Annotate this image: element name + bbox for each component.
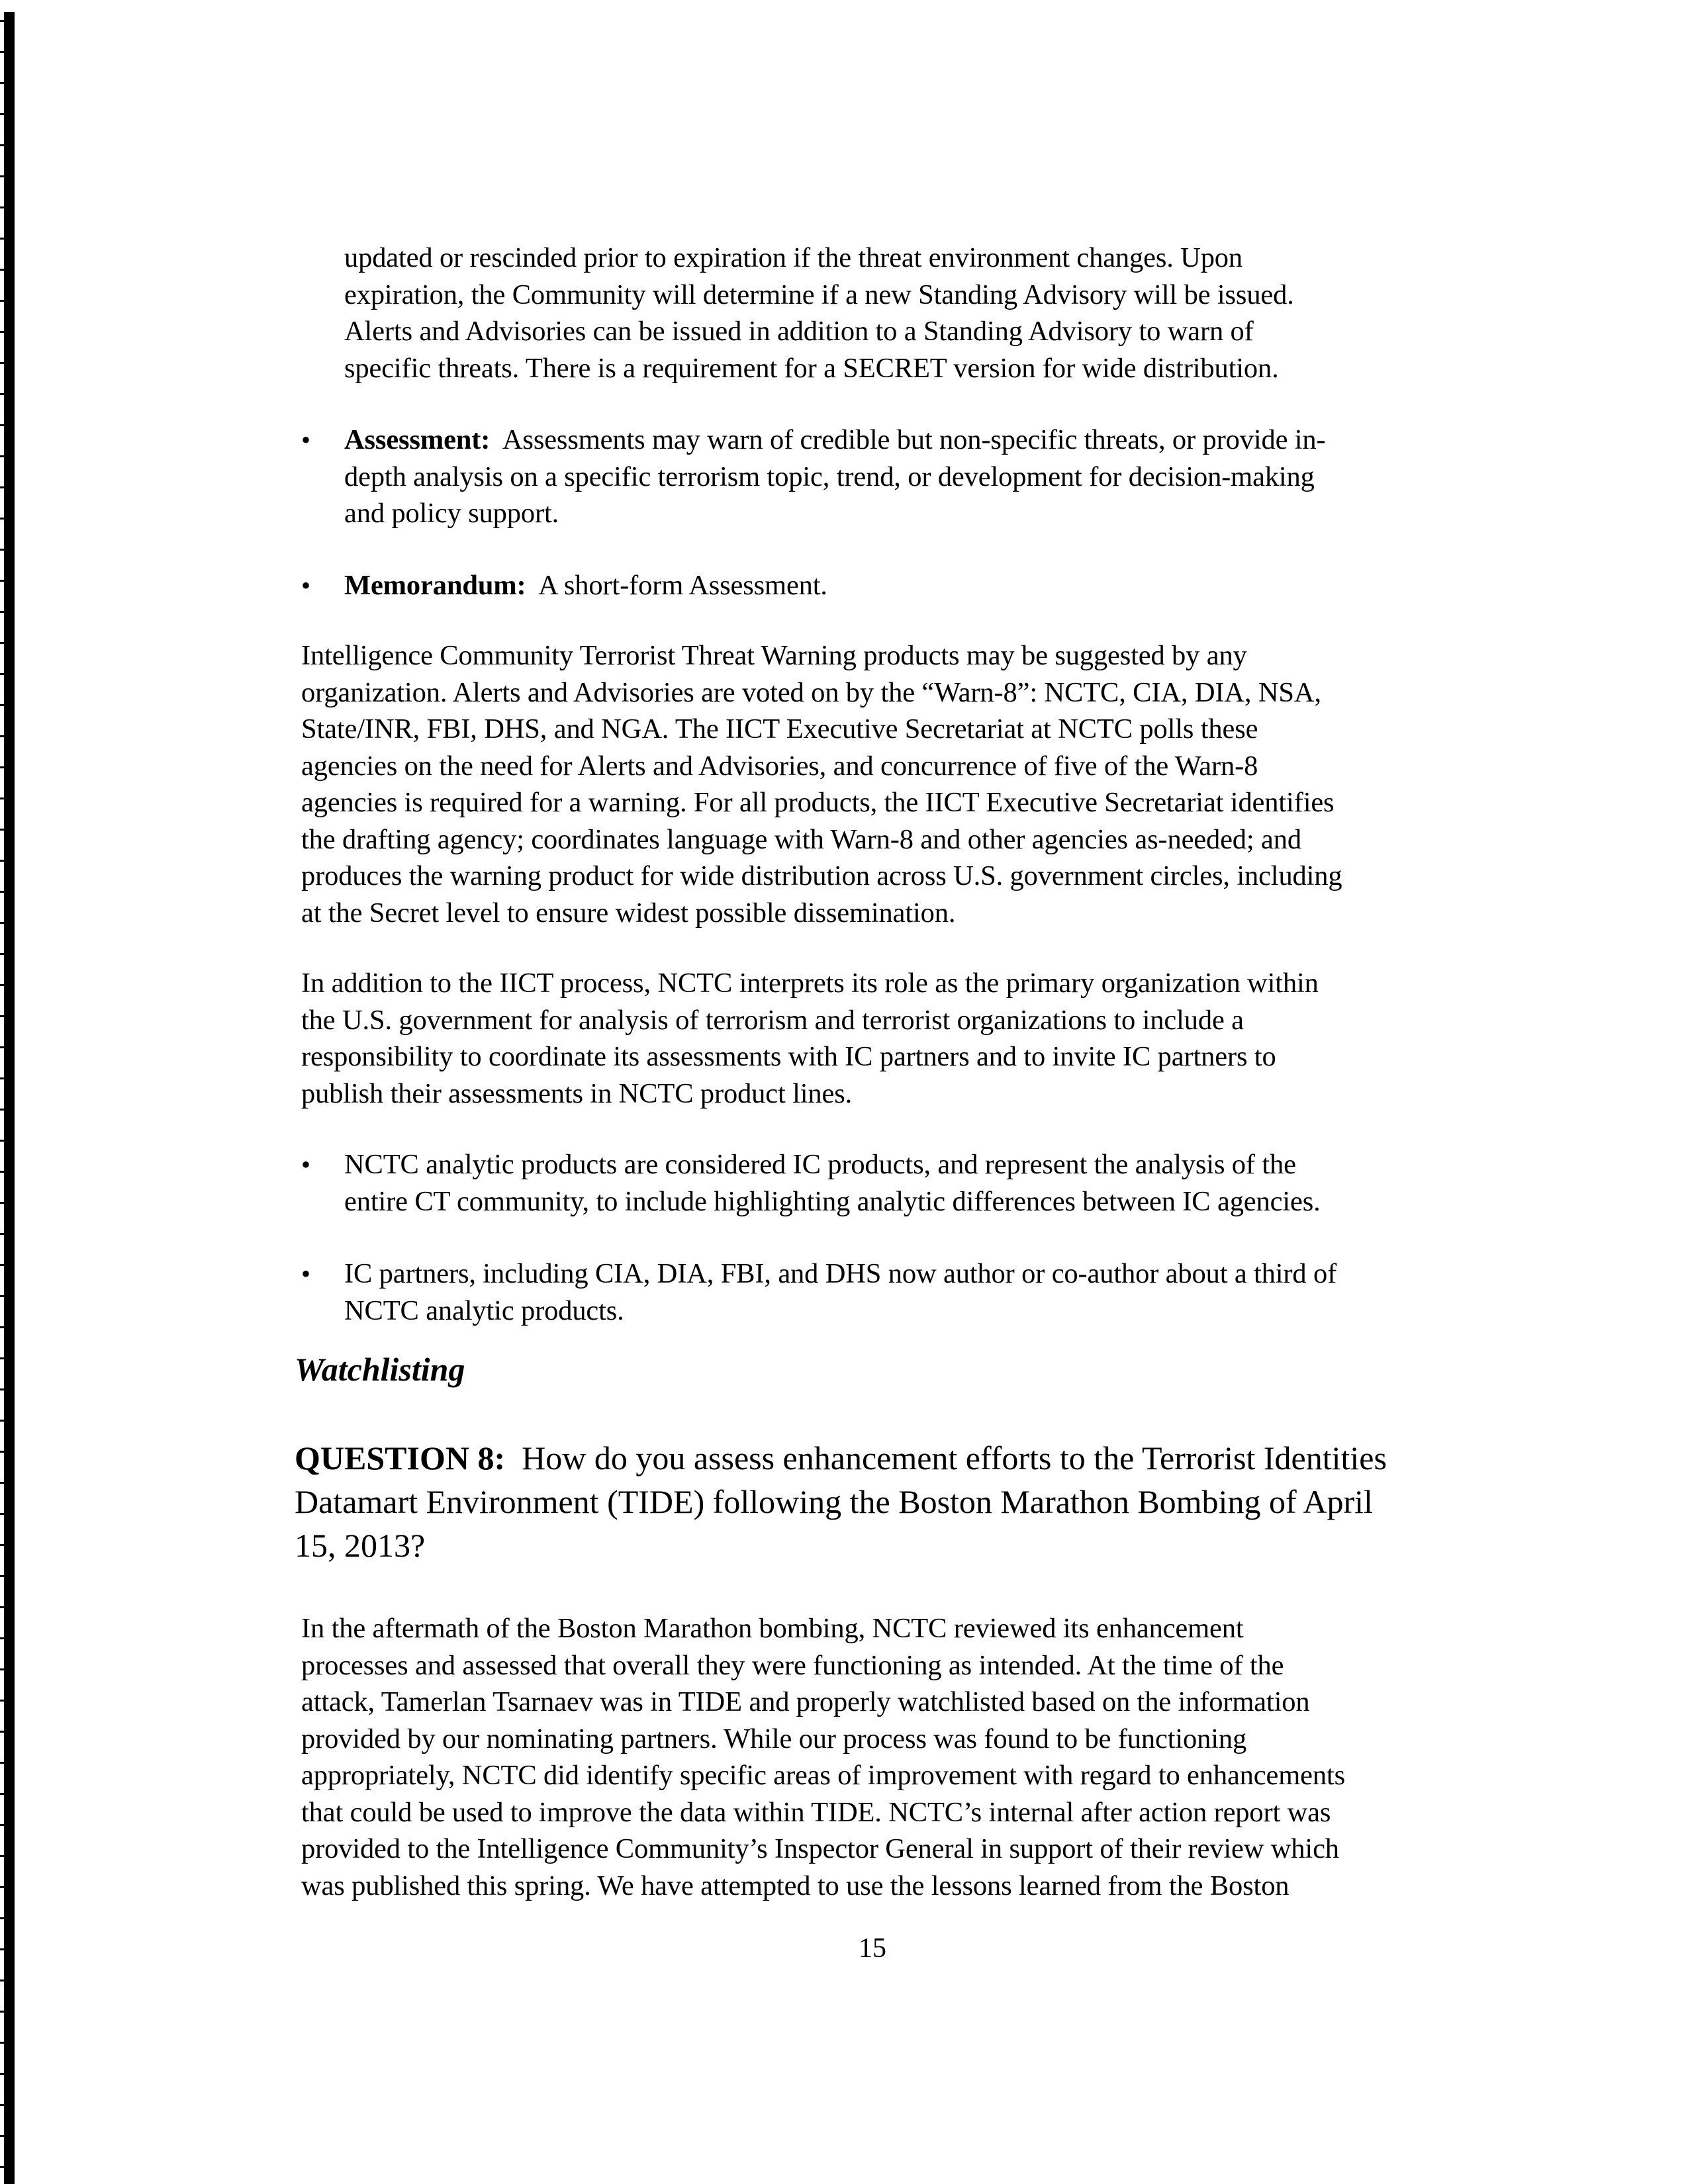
scan-speck [0,269,4,271]
scan-speck [0,1171,4,1173]
scan-speck [0,175,4,177]
ic-partners-bullet [344,1255,1336,1329]
scan-speck [0,953,4,955]
scan-speck [0,704,4,706]
scan-speck [0,1482,4,1484]
scan-speck [0,922,4,924]
text-line: was published this spring. We have attempted to use the lessons learned from the Boston [301,1870,1289,1901]
scan-speck [0,2104,4,2106]
scan-speck [0,1046,4,1048]
scan-speck [0,20,4,22]
text-line: agencies on the need for Alerts and Advisories, and concurrence of five of the Warn-8 [301,750,1258,782]
text-line: at the Secret level to ensure widest possible dissemination. [301,897,956,929]
scan-speck [0,1855,4,1857]
page-number: 15 [859,1933,886,1964]
nctc-products-bullet [344,1146,1321,1220]
scan-speck [0,1948,4,1950]
scan-speck [0,1420,4,1422]
scan-speck [0,549,4,551]
scan-speck [0,2166,4,2168]
scan-speck [0,393,4,395]
bullet-icon: • [301,425,311,455]
question-text: Datamart Environment (TIDE) following the Boston Marathon Bombing of April [295,1483,1373,1520]
text-line: and policy support. [344,498,559,529]
scan-speck [0,2011,4,2013]
scan-speck [0,1326,4,1328]
scan-speck [0,1917,4,1919]
scan-speck [0,673,4,675]
scan-speck [0,1793,4,1795]
text-line: State/INR, FBI, DHS, and NGA. The IICT Executive Secretariat at NCTC polls these [301,713,1258,745]
answer-paragraph [301,1610,1345,1904]
text-line: IC partners, including CIA, DIA, FBI, and DHS now author or co-author about a third of [344,1258,1337,1289]
scan-speck [0,1109,4,1111]
text-line: expiration, the Community will determine if a new Standing Advisory will be issued. [344,279,1294,310]
scan-speck [0,238,4,240]
scan-speck [0,362,4,364]
text-line: provided by our nominating partners. While our process was found to be functioning [301,1723,1247,1754]
text-line: depth analysis on a specific terrorism topic, trend, or development for decision-making [344,461,1315,492]
text-line: responsibility to coordinate its assessments with IC partners and to invite IC partners to [301,1041,1276,1072]
text-line: Intelligence Community Terrorist Threat Warning products may be suggested by any [301,640,1247,671]
text-line: specific threats. There is a requirement for a SECRET version for wide distribution. [344,352,1279,384]
text-line: agencies is required for a warning. For all products, the IICT Executive Secretariat identifies [301,787,1335,818]
scan-speck [0,51,4,53]
scan-edge-border [4,12,15,2184]
memorandum-term: Memorandum: [344,570,526,601]
text-line: Alerts and Advisories can be issued in addition to a Standing Advisory to warn of [344,316,1254,347]
scan-speck [0,2073,4,2075]
scan-speck [0,766,4,768]
section-heading-watchlisting: Watchlisting [295,1351,465,1388]
question-heading [295,1436,1387,1567]
text-line: organization. Alerts and Advisories are voted on by the “Warn-8”: NCTC, CIA, DIA, NSA, [301,676,1321,708]
scan-speck [0,1140,4,1142]
scan-speck [0,300,4,302]
scan-speck [0,1575,4,1577]
text-line: that could be used to improve the data within TIDE. NCTC’s internal after action report was [301,1796,1331,1828]
scan-speck [0,144,4,146]
text-line: produces the warning product for wide distribution across U.S. government circles, including [301,860,1342,891]
text-line: NCTC analytic products are considered IC products, and represent the analysis of the [344,1149,1296,1180]
text-line: In addition to the IICT process, NCTC interprets its role as the primary organization within [301,968,1319,999]
bullet-icon: • [301,570,311,600]
assessment-item [344,422,1326,532]
scan-speck [0,1077,4,1079]
bullet-icon: • [301,1259,311,1289]
scan-speck [0,2042,4,2044]
scan-speck [0,1264,4,1266]
warning-products-paragraph [301,637,1342,931]
scan-speck [0,113,4,115]
scan-speck [0,1886,4,1888]
bullet-icon: • [301,1150,311,1179]
scan-speck [0,1544,4,1546]
text-line: the U.S. government for analysis of terrorism and terrorist organizations to include a [301,1004,1244,1036]
text-line: processes and assessed that overall they were functioning as intended. At the time of the [301,1649,1284,1681]
text-line: NCTC analytic products. [344,1295,624,1326]
scan-speck [0,1513,4,1515]
scan-speck [0,829,4,831]
scan-speck [0,1731,4,1733]
question-label: QUESTION 8: [295,1439,506,1477]
scan-speck [0,1762,4,1764]
scan-speck [0,984,4,986]
text-line: the drafting agency; coordinates language with Warn-8 and other agencies as-needed; and [301,823,1301,855]
scan-speck [0,518,4,520]
question-text: 15, 2013? [295,1527,426,1564]
text-line: provided to the Intelligence Community’s Inspector General in support of their review which [301,1833,1339,1864]
scan-speck [0,580,4,582]
scan-speck [0,642,4,644]
scan-speck [0,424,4,426]
scan-speck [0,1388,4,1390]
scan-speck [0,1295,4,1297]
scan-speck [0,2135,4,2137]
text-line: publish their assessments in NCTC product lines. [301,1077,853,1109]
text-line: In the aftermath of the Boston Marathon bombing, NCTC reviewed its enhancement [301,1613,1244,1644]
iict-process-paragraph [301,965,1319,1112]
text-line: Assessments may warn of credible but non-specific threats, or provide in- [502,424,1326,455]
standing-advisory-paragraph [344,240,1294,387]
scan-speck [0,1357,4,1359]
scan-speck [0,611,4,613]
scan-speck [0,1451,4,1453]
scan-speck [0,82,4,84]
scan-speck [0,1015,4,1017]
assessment-term: Assessment: [344,424,491,455]
scan-speck [0,1202,4,1204]
memorandum-item [344,567,827,604]
scan-speck [0,891,4,893]
scan-speck [0,1668,4,1670]
scan-speck [0,1979,4,1981]
text-line: entire CT community, to include highlighting analytic differences between IC agencies. [344,1185,1321,1217]
question-text: How do you assess enhancement efforts to the Terrorist Identities [522,1439,1387,1477]
scan-speck [0,455,4,457]
scan-speck [0,331,4,333]
scan-speck [0,1824,4,1826]
text-line: attack, Tamerlan Tsarnaev was in TIDE and properly watchlisted based on the information [301,1686,1310,1717]
scan-speck [0,206,4,208]
scan-speck [0,1700,4,1702]
text-line: appropriately, NCTC did identify specific areas of improvement with regard to enhancements [301,1760,1345,1791]
scan-speck [0,1233,4,1235]
scan-speck [0,735,4,737]
scan-speck [0,797,4,799]
scan-speck [0,860,4,862]
scan-speck [0,1637,4,1639]
scan-speck [0,1606,4,1608]
text-line: A short-form Assessment. [538,570,827,601]
text-line: updated or rescinded prior to expiration if the threat environment changes. Upon [344,242,1243,273]
scan-speck [0,486,4,488]
